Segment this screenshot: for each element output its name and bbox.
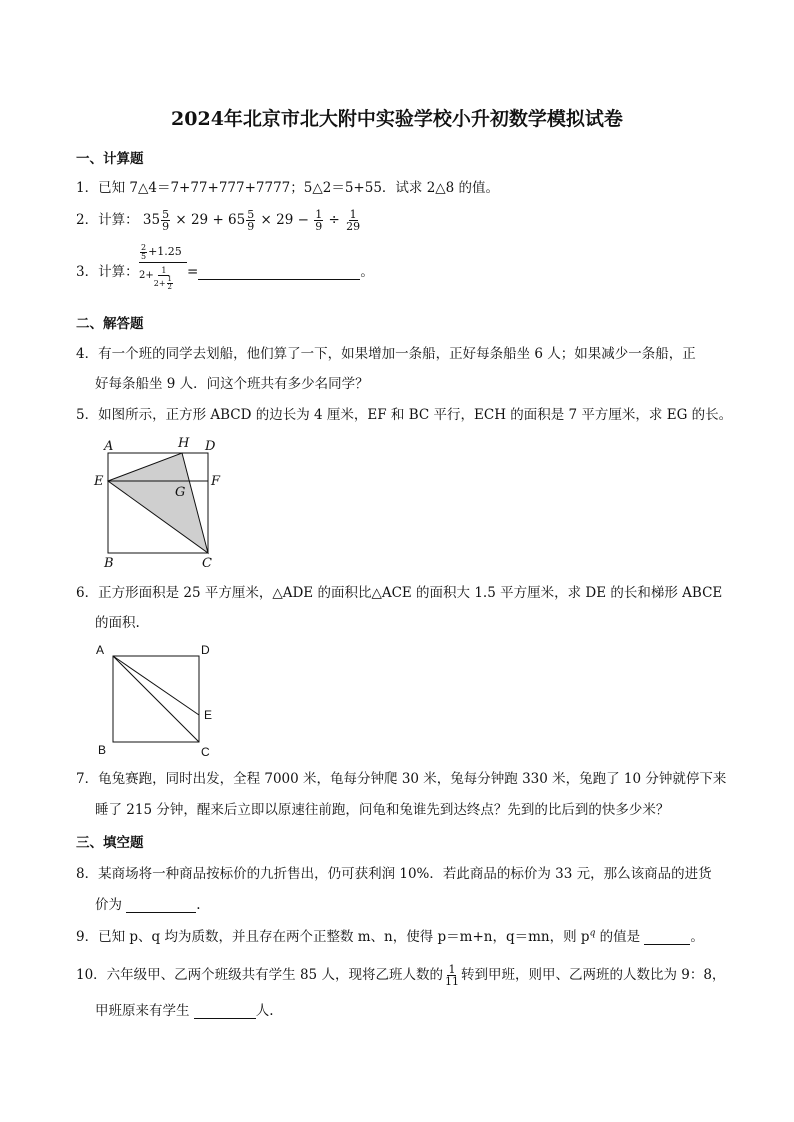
q3-den-frac bbox=[154, 266, 174, 291]
q2-prefix: 2．计算： bbox=[76, 212, 139, 228]
triangle-ech bbox=[108, 453, 208, 553]
label2-b: B bbox=[98, 743, 107, 757]
question-9 bbox=[76, 925, 704, 945]
question-10-line2 bbox=[95, 999, 274, 1019]
q2-frac-d-num: 1 bbox=[349, 208, 357, 221]
question-1: 1．已知 7△4＝7+77+777+7777；5△2＝5+55．试求 2△8 的值。 bbox=[76, 180, 500, 196]
q10-text-a: 10．六年级甲、乙两个班级共有学生 85 人，现将乙班人数的 bbox=[76, 967, 443, 983]
q2-op3: ÷ bbox=[324, 212, 345, 228]
label-a: A bbox=[104, 439, 114, 454]
q2-frac-b-num: 5 bbox=[247, 208, 255, 221]
q8-end: . bbox=[196, 897, 201, 913]
q3-inner-a: 2+ bbox=[153, 279, 166, 288]
q8-line2-text: 价为 bbox=[95, 897, 127, 913]
q8-answer-blank[interactable] bbox=[126, 898, 196, 913]
q2-frac-c-den: 9 bbox=[315, 220, 323, 233]
question-2 bbox=[76, 208, 362, 232]
q2-frac-d bbox=[345, 209, 361, 232]
q2-frac-a-num: 5 bbox=[162, 208, 170, 221]
question-3-complex-fraction bbox=[139, 244, 187, 291]
question-5: 5．如图所示，正方形 ABCD 的边长为 4 厘米，EF 和 BC 平行，ECH 的面积是 7 平方厘米，求 EG 的长。 bbox=[76, 407, 733, 423]
q3-answer-blank[interactable] bbox=[198, 265, 360, 280]
q3-num-frac bbox=[140, 244, 147, 261]
q10-text-b: 转到甲班，则甲、乙两班的人数比为 9：8， bbox=[460, 967, 726, 983]
q2-frac-b-den: 9 bbox=[247, 220, 255, 233]
q2-frac-d-den: 29 bbox=[346, 220, 361, 233]
q9-exponent: q bbox=[589, 928, 596, 939]
q9-text-a: 9．已知 p、q 均为质数，并且存在两个正整数 m、n，使得 p＝m+n，q＝mn，则 p bbox=[76, 929, 590, 945]
question-6-line1: 6．正方形面积是 25 平方厘米，△ADE 的面积比△ACE 的面积大 1.5 平方厘米，求 DE 的长和梯形 ABCE bbox=[76, 585, 723, 601]
line-ae bbox=[113, 656, 199, 715]
q10-line2-text: 甲班原来有学生 bbox=[95, 1003, 194, 1019]
q9-end: 。 bbox=[690, 929, 704, 945]
q2-op1: × 29 + bbox=[171, 212, 229, 228]
label-e: E bbox=[94, 474, 104, 489]
label-d: D bbox=[205, 439, 216, 454]
figure-square-abcde bbox=[92, 640, 222, 760]
question-8-line2 bbox=[95, 893, 201, 913]
label-c: C bbox=[202, 556, 212, 570]
section-heading-solve: 二、解答题 bbox=[76, 316, 144, 332]
question-6-line2: 的面积. bbox=[95, 615, 140, 631]
q2-frac-a bbox=[161, 209, 170, 232]
q10-answer-blank[interactable] bbox=[194, 1004, 256, 1019]
q3-denominator bbox=[139, 263, 187, 291]
question-4-line2: 好每条船坐 9 人．问这个班共有多少名同学？ bbox=[95, 376, 369, 392]
q2-op2: × 29 − bbox=[256, 212, 314, 228]
label-g: G bbox=[175, 485, 186, 500]
q9-answer-blank[interactable] bbox=[644, 930, 690, 945]
q9-text-b: 的值是 bbox=[595, 929, 645, 945]
q10-frac bbox=[444, 964, 460, 987]
figure-square-abcd bbox=[92, 434, 228, 570]
section-heading-calc: 一、计算题 bbox=[76, 151, 144, 167]
label2-a: A bbox=[96, 643, 105, 657]
q2-whole-a: 35 bbox=[142, 212, 161, 228]
question-8-line1: 8．某商场将一种商品按标价的九折售出，仍可获利润 10%．若此商品的标价为 33 元，那么该商品的进货 bbox=[76, 866, 712, 882]
q10-frac-den: 11 bbox=[444, 975, 459, 988]
question-7-line2: 睡了 215 分钟，醒来后立即以原速往前跑，问龟和兔谁先到达终点？先到的比后到的快多少米？ bbox=[95, 802, 670, 818]
q3-answer-line bbox=[187, 260, 374, 280]
label-b: B bbox=[104, 556, 114, 570]
label2-e: E bbox=[204, 708, 213, 722]
q3-num-frac-den: 5 bbox=[141, 252, 147, 261]
question-4-line1: 4．有一个班的同学去划船，他们算了一下，如果增加一条船，正好每条船坐 6 人；如果减少一条船，正 bbox=[76, 346, 696, 362]
q3-den-frac-num: 1 bbox=[158, 266, 169, 276]
label-h: H bbox=[178, 436, 190, 451]
q3-inner-frac bbox=[167, 276, 173, 291]
question-7-line1: 7．龟兔赛跑，同时出发，全程 7000 米，龟每分钟爬 30 米，兔每分钟跑 330 米，兔跑了 10 分钟就停下来 bbox=[76, 771, 727, 787]
q2-frac-c bbox=[314, 209, 323, 232]
q2-frac-c-num: 1 bbox=[315, 208, 323, 221]
q3-den-a: 2+ bbox=[139, 270, 154, 281]
label2-d: D bbox=[201, 643, 210, 657]
label-f: F bbox=[211, 474, 221, 489]
q3-numerator bbox=[139, 244, 187, 263]
q10-frac-num: 1 bbox=[448, 963, 456, 976]
q10-end: 人. bbox=[255, 1003, 274, 1019]
q3-end: 。 bbox=[360, 264, 374, 280]
q3-inner-num: 1 bbox=[167, 275, 173, 283]
page-title: 2024年北京市北大附中实验学校小升初数学模拟试卷 bbox=[171, 108, 623, 130]
line-ac bbox=[113, 656, 199, 742]
label2-c: C bbox=[201, 745, 210, 759]
q3-equals: = bbox=[187, 264, 199, 280]
q3-den-frac-den bbox=[154, 276, 174, 291]
question-10-line1 bbox=[76, 963, 725, 987]
question-3-prefix: 3．计算： bbox=[76, 264, 139, 280]
q2-frac-b bbox=[246, 209, 255, 232]
q3-inner-den: 2 bbox=[167, 283, 173, 291]
q2-frac-a-den: 9 bbox=[162, 220, 170, 233]
section-heading-fill: 三、填空题 bbox=[76, 835, 144, 851]
q3-num-rest: +1.25 bbox=[148, 245, 182, 258]
q2-whole-b: 65 bbox=[228, 212, 246, 228]
q3-num-frac-num: 2 bbox=[141, 243, 147, 252]
